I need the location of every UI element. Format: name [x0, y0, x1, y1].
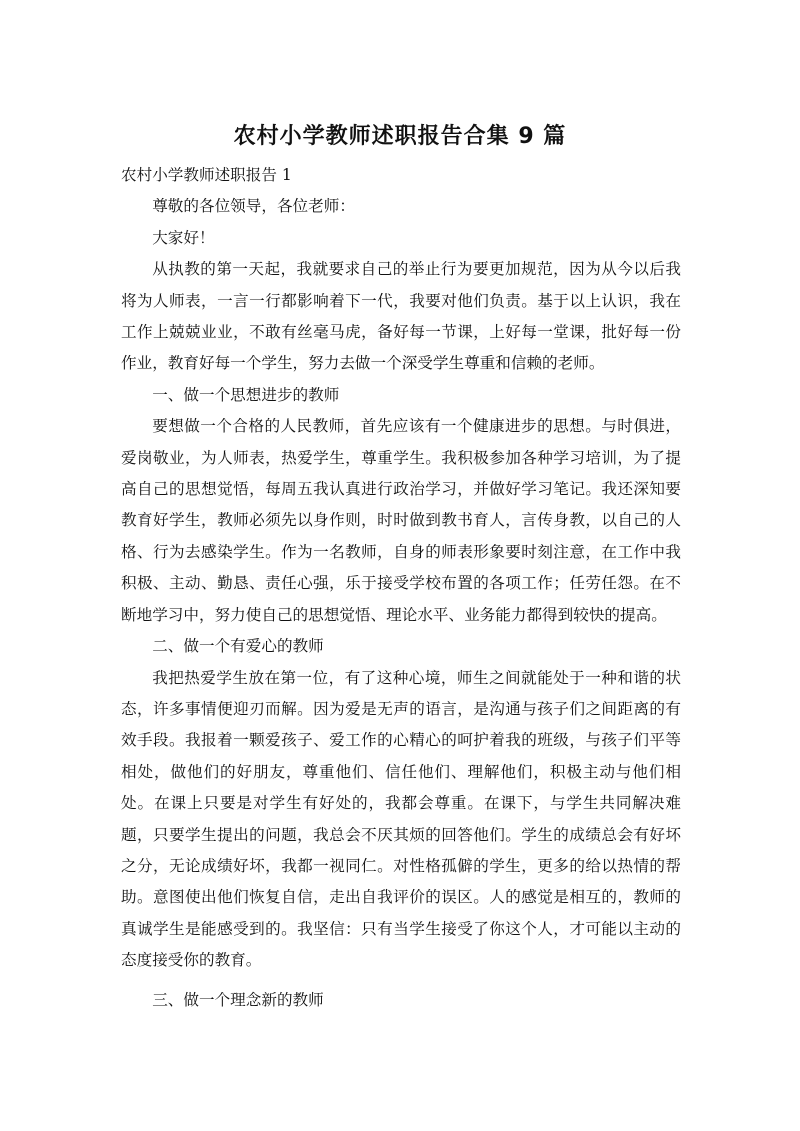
hello-line: 大家好！	[152, 228, 215, 247]
section-body-2: 我把热爱学生放在第一位，有了这种心境，师生之间就能处于一种和谐的状态，许多事情便迎刃而解。因为爱是无声的语言，是沟通与孩子们之间距离的有效手段。我报着一颗爱孩子、爱工作的心精心的呵护着我的班级，与孩子们平等相处，做他们的好朋友，尊重他们、信任他们、理解他们，积极主动与他们相处。在课上只要是对学生有好处的，我都会尊重。在课下，与学生共同解决难题，只要学生提出的问题，我总会不厌其烦的回答他们。学生的成绩总会有好坏之分，无论成绩好坏，我都一视同仁。对性格孤僻的学生，更多的给以热情的帮助。意图使出他们恢复自信，走出自我评价的误区。人的感觉是相互的，教师的真诚学生是能感受到的。我坚信：只有当学生接受了你这个人，才可能以主动的态度接受你的教育。	[121, 668, 681, 970]
section-heading-1: 一、做一个思想进步的教师	[152, 385, 340, 404]
document-title: 农村小学教师述职报告合集 9 篇	[233, 124, 567, 149]
section-body-1: 要想做一个合格的人民教师，首先应该有一个健康进步的思想。与时俱进，爱岗敬业，为人师表，热爱学生，尊重学生。我积极参加各种学习培训，为了提高自己的思想觉悟，每周五我认真进行政治学习，并做好学习笔记。我还深知要教育好学生，教师必须先以身作则，时时做到教书育人，言传身教，以自己的人格、行为去感染学生。作为一名教师，自身的师表形象要时刻注意，在工作中我积极、主动、勤恳、责任心强，乐于接受学校布置的各项工作；任劳任怨。在不断地学习中，努力使自己的思想觉悟、理论水平、业务能力都得到较快的提高。	[121, 417, 681, 624]
section-heading-3: 三、做一个理念新的教师	[152, 990, 324, 1009]
report-subtitle: 农村小学教师述职报告 1	[121, 166, 292, 184]
intro-paragraph: 从执教的第一天起，我就要求自己的举止行为要更加规范，因为从今以后我将为人师表，一言一行都影响着下一代，我要对他们负责。基于以上认识，我在工作上兢兢业业，不敢有丝毫马虎，备好每一节课，上好每一堂课，批好每一份作业，教育好每一个学生，努力去做一个深受学生尊重和信赖的老师。	[121, 260, 681, 373]
section-heading-2: 二、做一个有爱心的教师	[152, 637, 324, 656]
greeting-line: 尊敬的各位领导，各位老师：	[152, 197, 355, 216]
document-body	[121, 160, 681, 1016]
